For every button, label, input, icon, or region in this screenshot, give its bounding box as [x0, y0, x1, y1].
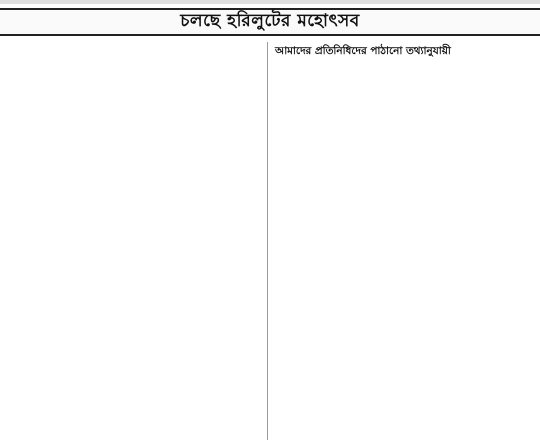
- column-divider: [267, 42, 268, 440]
- article-body: [6, 42, 534, 440]
- headline-banner: [0, 8, 540, 36]
- left-column: [6, 42, 266, 440]
- article-headline: চলছে হরিলুটের মহোৎসব: [180, 11, 360, 31]
- right-column: [269, 42, 529, 440]
- section-subheading: আমাদের প্রতিনিধিদের পাঠানো তথ্যানুযায়ী: [275, 45, 451, 57]
- top-border-strip: [0, 0, 540, 4]
